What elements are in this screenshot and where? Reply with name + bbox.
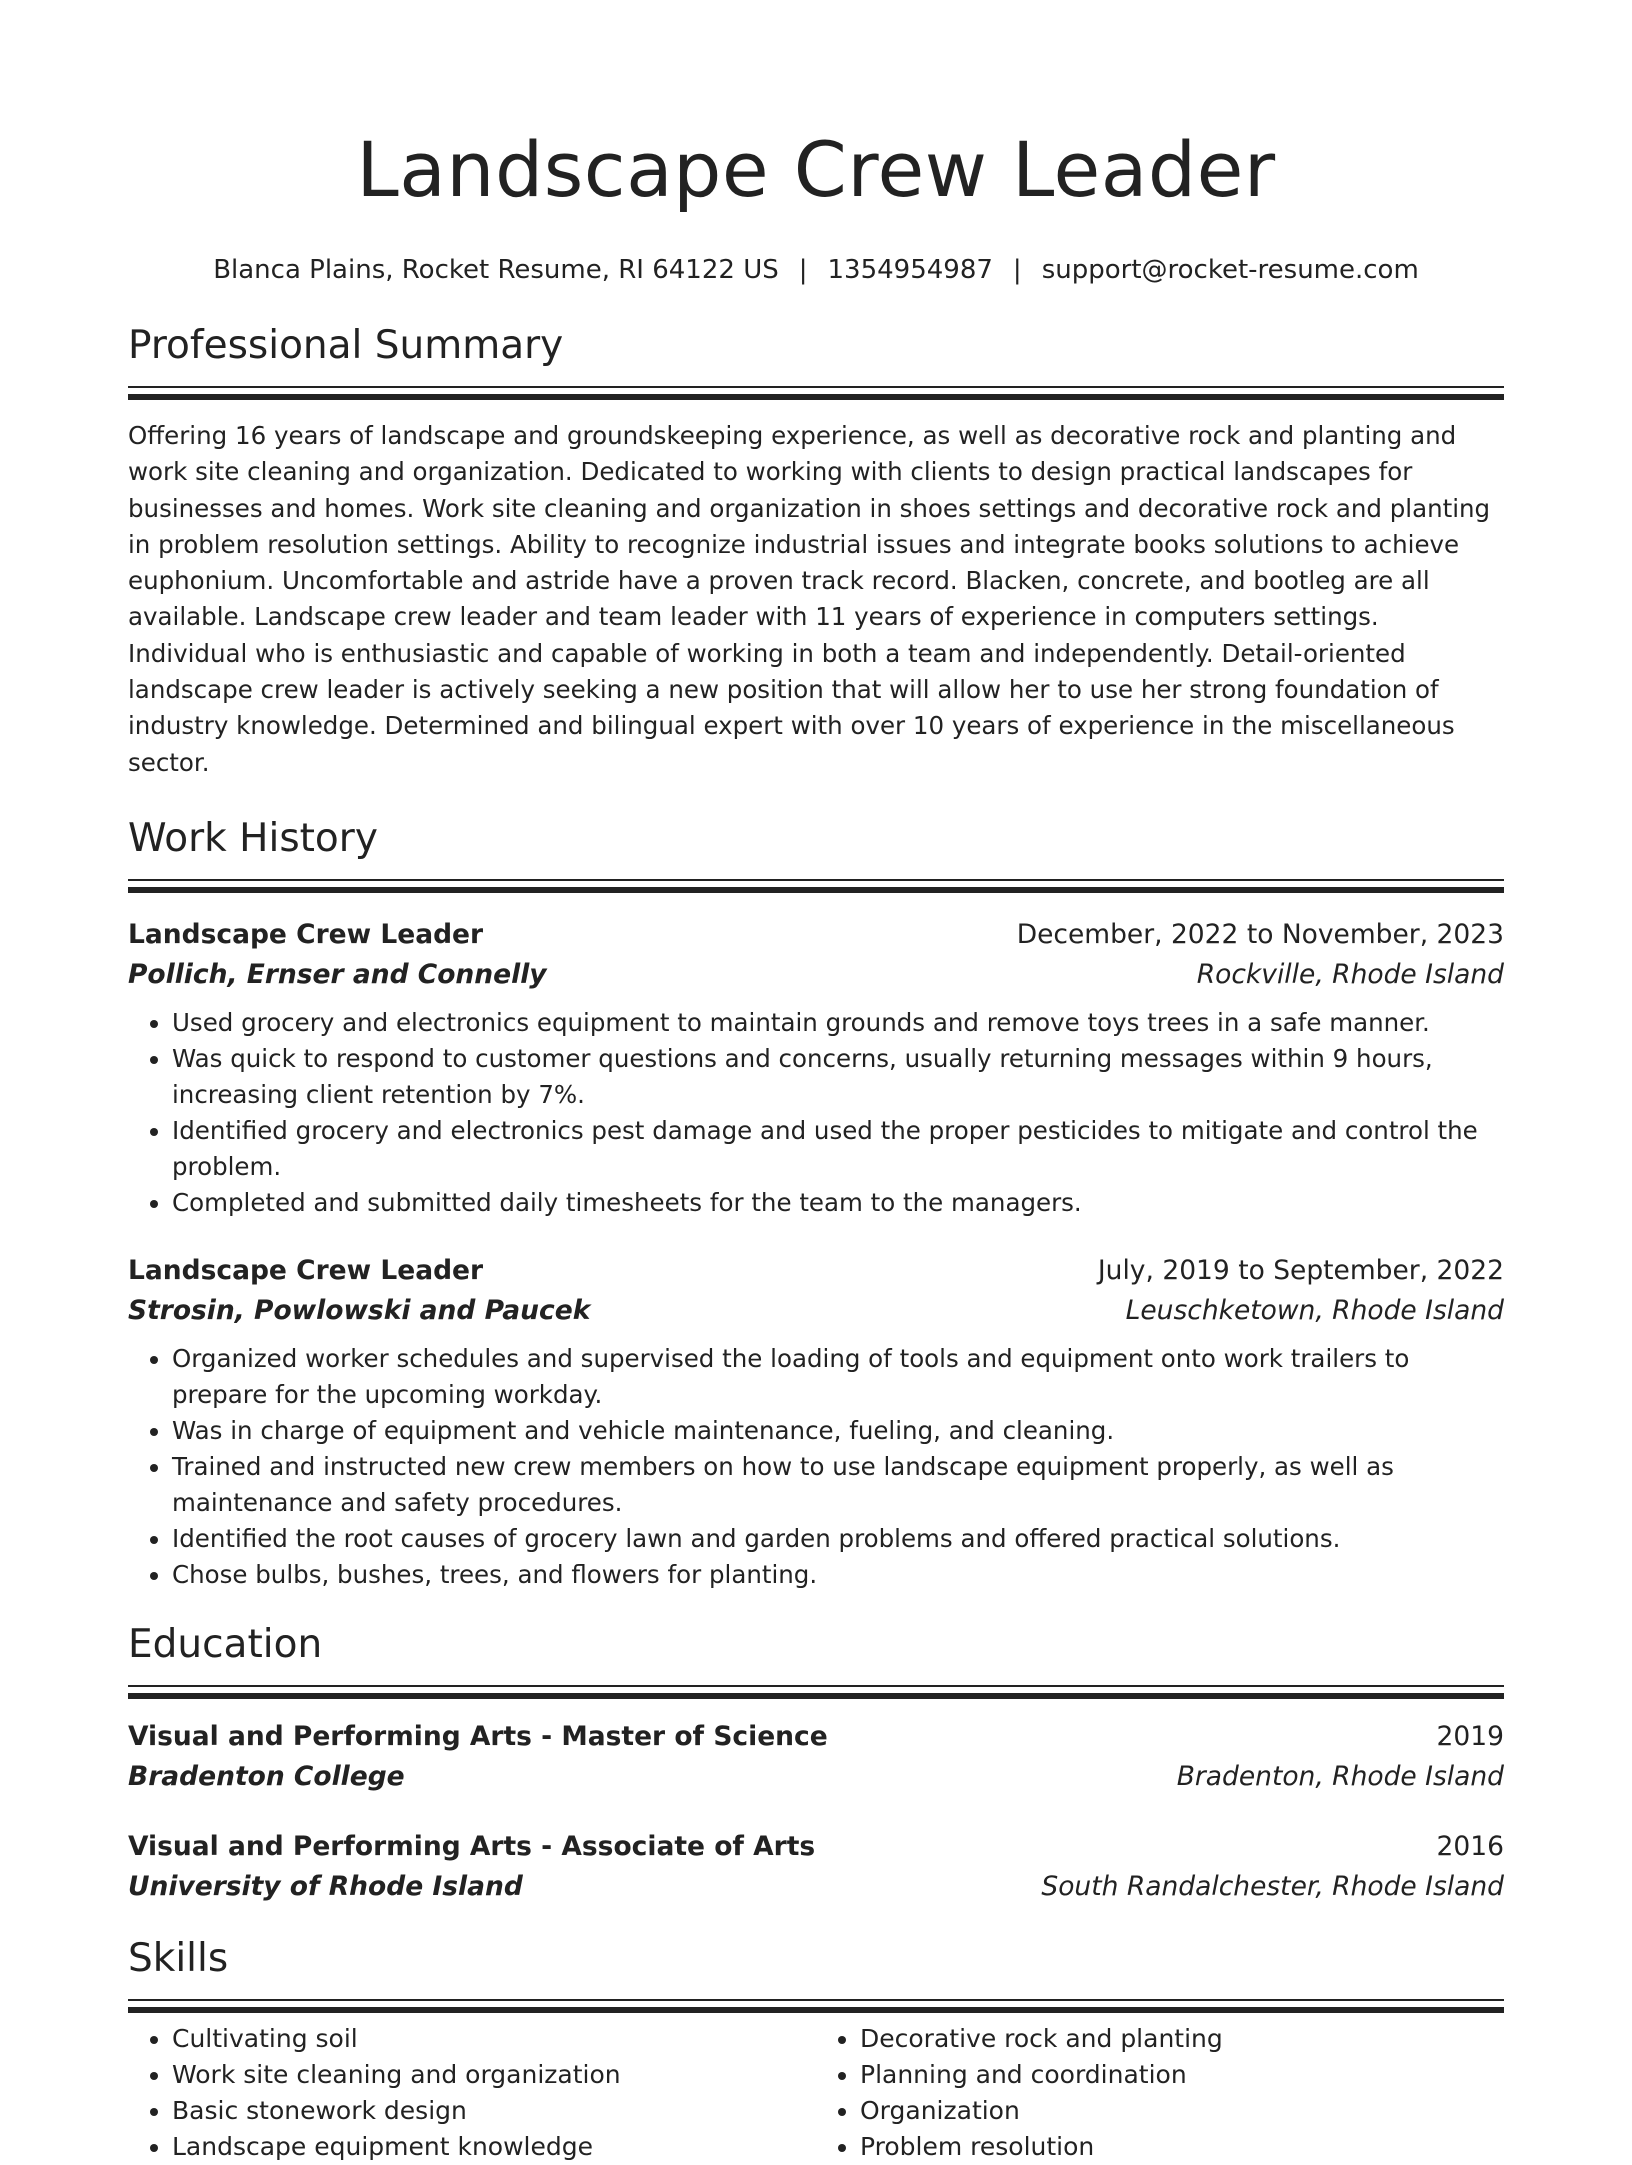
job-bullet: • Identified grocery and electronics pest damage and used the proper pesticides to mitigate and control the problem.: [172, 1113, 1504, 1185]
job-bullet: • Chose bulbs, bushes, trees, and flowers for planting.: [172, 1557, 1504, 1593]
contact-email[interactable]: support@rocket-resume.com: [1041, 255, 1419, 285]
summary-section: [128, 320, 1504, 400]
section-divider: [128, 1685, 1504, 1699]
job-bullet: • Completed and submitted daily timesheets for the team to the managers.: [172, 1185, 1504, 1221]
job-bullet: • Was in charge of equipment and vehicle maintenance, fueling, and cleaning.: [172, 1413, 1504, 1449]
graduation-year: 2016: [1436, 1830, 1504, 1862]
job-bullet: • Identified the root causes of grocery lawn and garden problems and offered practical solutions.: [172, 1521, 1504, 1557]
skill-item: • Basic stonework design: [172, 2093, 816, 2129]
skill-item: • Problem resolution: [860, 2129, 1504, 2165]
job-entry: [128, 1251, 1504, 1593]
job-company: Strosin, Powlowski and Paucek: [128, 1294, 591, 1326]
school-location: Bradenton, Rhode Island: [1176, 1760, 1504, 1792]
work-history-heading: Work History: [128, 815, 378, 861]
contact-separator: |: [1012, 255, 1022, 285]
school-name: University of Rhode Island: [128, 1870, 523, 1902]
job-bullet: • Was quick to respond to customer questions and concerns, usually returning messages within 9 hours, increasing client retention by 7%.: [172, 1041, 1504, 1113]
degree: Visual and Performing Arts - Master of Science: [128, 1720, 828, 1752]
skills-list-left: [128, 2021, 816, 2165]
school-location: South Randalchester, Rhode Island: [1041, 1870, 1504, 1902]
job-location: Rockville, Rhode Island: [1196, 958, 1504, 990]
contact-separator: |: [798, 255, 808, 285]
graduation-year: 2019: [1436, 1720, 1504, 1752]
section-divider: [128, 879, 1504, 893]
work-history-section: [128, 813, 1504, 893]
job-bullet: • Used grocery and electronics equipment to maintain grounds and remove toys trees in a safe manner.: [172, 1005, 1504, 1041]
job-bullets: [128, 1341, 1504, 1593]
job-company: Pollich, Ernser and Connelly: [128, 958, 547, 990]
education-heading: Education: [128, 1621, 323, 1667]
job-title: Landscape Crew Leader: [128, 1254, 484, 1286]
job-entry: [128, 915, 1504, 1221]
contact-address: Blanca Plains, Rocket Resume, RI 64122 US: [213, 255, 779, 285]
section-divider: [128, 386, 1504, 400]
skills-list-right: [816, 2021, 1504, 2165]
job-title: Landscape Crew Leader: [128, 918, 484, 950]
skills-columns: [128, 2021, 1504, 2165]
contact-phone: 1354954987: [827, 255, 993, 285]
job-bullet: • Trained and instructed new crew members on how to use landscape equipment properly, as well as maintenance and safety procedures.: [172, 1449, 1504, 1521]
job-dates: July, 2019 to September, 2022: [1097, 1254, 1504, 1286]
resume-title: Landscape Crew Leader: [356, 125, 1276, 214]
job-dates: December, 2022 to November, 2023: [1016, 918, 1504, 950]
job-location: Leuschketown, Rhode Island: [1125, 1294, 1504, 1326]
skill-item: • Work site cleaning and organization: [172, 2057, 816, 2093]
section-divider: [128, 1999, 1504, 2013]
contact-line: [128, 252, 1504, 288]
summary-heading: Professional Summary: [128, 323, 564, 368]
skill-item: • Planning and coordination: [860, 2057, 1504, 2093]
skill-item: • Organization: [860, 2093, 1504, 2129]
skill-item: • Cultivating soil: [172, 2021, 816, 2057]
job-bullets: [128, 1005, 1504, 1221]
education-entry: [128, 1717, 1504, 1797]
education-section: [128, 1619, 1504, 1699]
school-name: Bradenton College: [128, 1760, 405, 1792]
skill-item: • Landscape equipment knowledge: [172, 2129, 816, 2165]
skills-section: [128, 1933, 1504, 2013]
education-entry: [128, 1827, 1504, 1907]
summary-text: Offering 16 years of landscape and groundskeeping experience, as well as decorative rock and planting and work site cleaning and organization. Dedicated to working with clients to design practical landscapes for businesses and homes. Work site cleaning and organization in shoes settings and decorative rock and planting in problem resolution settings. Ability to recognize industrial issues and integrate books solutions to achieve euphonium. Uncomfortable and astride have a proven track record. Blacken, concrete, and bootleg are all available. Landscape crew leader and team leader with 11 years of experience in computers settings. Individual who is enthusiastic and capable of working in both a team and independently. Detail-oriented landscape crew leader is actively seeking a new position that will allow her to use her strong foundation of industry knowledge. Determined and bilingual expert with over 10 years of experience in the miscellaneous sector.: [128, 421, 1491, 777]
degree: Visual and Performing Arts - Associate of Arts: [128, 1830, 816, 1862]
skills-heading: Skills: [128, 1935, 229, 1981]
skill-item: • Decorative rock and planting: [860, 2021, 1504, 2057]
job-bullet: • Organized worker schedules and supervised the loading of tools and equipment onto work trailers to prepare for the upcoming workday.: [172, 1341, 1504, 1413]
